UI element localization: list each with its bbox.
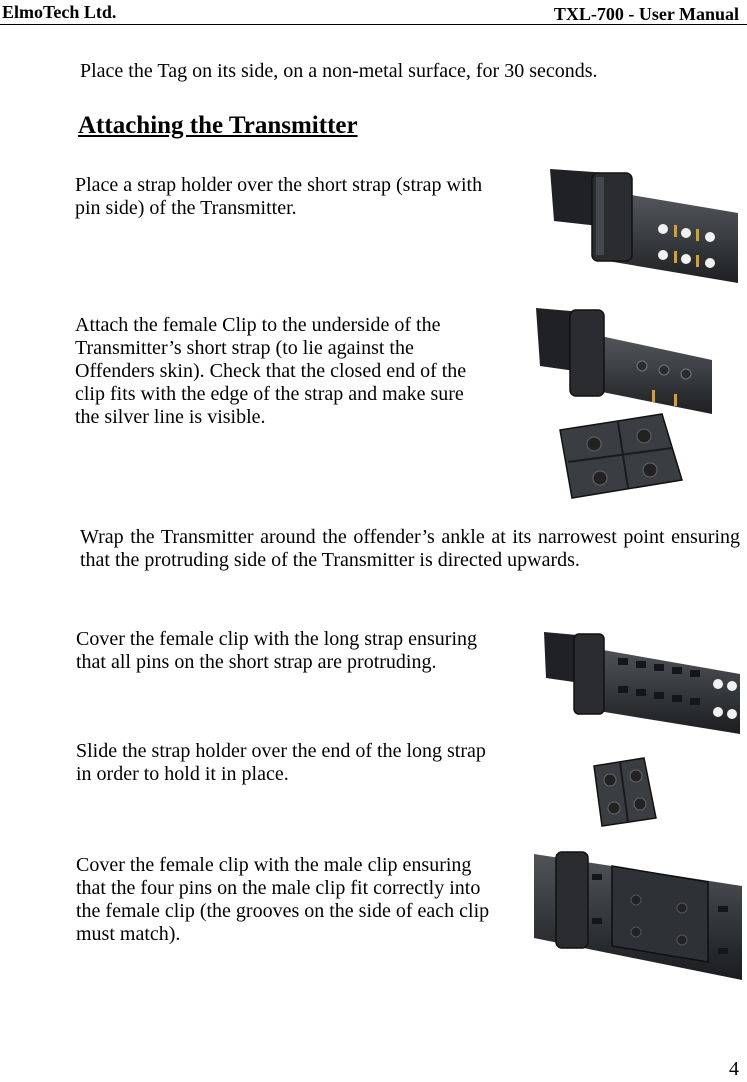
step-6-text: Cover the female clip with the male clip ensuring that the four pins on the male clip fit correctly into the female clip (the grooves on the side of each clip must match).: [76, 854, 490, 945]
header-manual-title: TXL-700 - User Manual: [553, 4, 739, 24]
female-clip-photo: [532, 302, 737, 502]
page-number: 4: [729, 1058, 739, 1080]
step-2-text: Attach the female Clip to the underside of the Transmitter’s short strap (to lie against the Offenders skin). Check that the closed end of the clip fits with the edge of the strap and make sure the silver line is visible.: [75, 314, 467, 428]
female-clip-illustration: [532, 302, 737, 502]
step-5-text: Slide the strap holder over the end of the long strap in order to hold it in place.: [76, 740, 486, 785]
long-strap-illustration: [540, 628, 743, 828]
step-3-text: Wrap the Transmitter around the offender’s ankle at its narrowest point ensuring that the protruding side of the Transmitter is directed upwards.: [80, 526, 740, 571]
male-clip-illustration: [532, 846, 743, 984]
strap-holder-illustration: [548, 165, 743, 287]
header-company: ElmoTech Ltd.: [2, 2, 117, 22]
male-clip-photo: [532, 846, 743, 984]
strap-holder-photo: [548, 165, 743, 287]
step-1-text: Place a strap holder over the short strap (strap with pin side) of the Transmitter.: [75, 174, 483, 219]
step-4-text: Cover the female clip with the long strap ensuring that all pins on the short strap are protruding.: [76, 628, 478, 673]
section-title: Attaching the Transmitter: [78, 112, 358, 139]
long-strap-photo: [540, 628, 743, 828]
intro-text: Place the Tag on its side, on a non-metal surface, for 30 seconds.: [80, 60, 598, 82]
header-divider: [0, 24, 747, 25]
